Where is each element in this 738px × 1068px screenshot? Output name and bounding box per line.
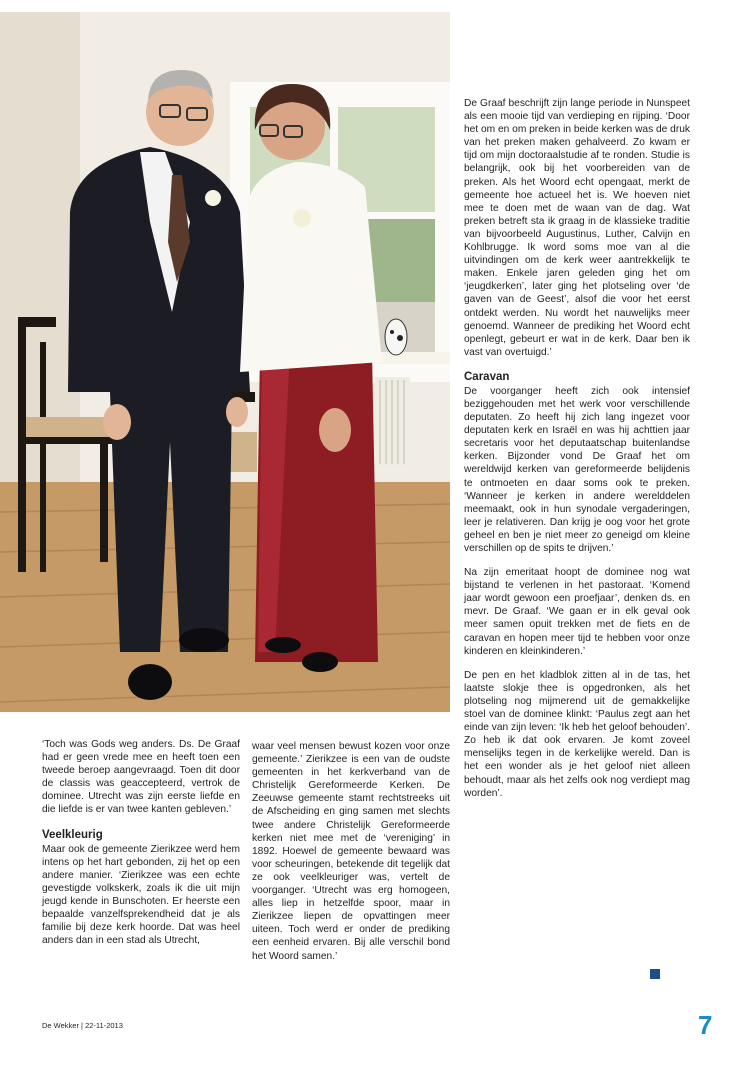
paragraph: Na zijn emeritaat hoopt de dominee nog wat bijstand te verlenen in het pastoraat. ‘Komend jaar wordt gewoon een proefjaar’, denken ds. en mevr. De Graaf. ‘We gaan er in elk geval ook meer samen opuit trekken met de fiets en de caravan en hopen meer tijd te hebben voor onze kinderen en kleinkinderen.’ [464, 567, 690, 657]
subheading-veelkleurig: Veelkleurig [42, 828, 103, 841]
article-end-mark [650, 969, 660, 979]
subheading-caravan: Caravan [464, 370, 510, 383]
article-column-middle [252, 740, 450, 974]
paragraph: Maar ook de gemeente Zierikzee werd hem intens op het hart gebonden, zij het op een andere manier. ‘Zierikzee was een echte gevestigde volkskerk, zoals ik die uit mijn jeugd kende in Bunschoten. Er heerste een bepaalde vanzelfsprekendheid dat je als familie bij deze kerk hoorde. Dat was heel anders dan in een stad als Utrecht, [42, 843, 240, 947]
article-column-right [464, 97, 690, 811]
paragraph: De Graaf beschrijft zijn lange periode in Nunspeet als een mooie tijd van verdieping en rijping. ‘Door het om en om preken in beide kerken was de druk van het preken maken gehalveerd. Zo kwam er tijd om mijn doctoraalstudie af te ronden. Studie is belangrijk, ook bij het voorbereiden van de preken. Als het Woord echt opengaat, merkt de gemeente hoe actueel het is. We hoeven niet mee te doen met de waan van de dag. Wat preken betreft sta ik graag in de klassieke traditie van bijvoorbeeld Augustinus, Luther, Calvijn en Kohlbrugge. Ik word soms moe van al die uitvindingen om de kerk weer aantrekkelijk te maken. Enkele jaren geleden ging het om ‘jeugdkerken’, later ging het plotseling over ‘de gaven van de Geest’, alsof die voor het eerst ontdekt werden. Nu wordt het nauwelijks meer genoemd. Wanneer de prediking het Woord echt openlegt, gebeurt er wat in de kerk. Daar ben ik vast van overtuigd.’ [464, 98, 690, 358]
portrait-photo-illustration [0, 12, 450, 712]
footer-publication: De Wekker | 22-11-2013 [42, 1021, 123, 1030]
paragraph: waar veel mensen bewust kozen voor onze gemeente.’ Zierikzee is een van de oudste gemeenten in het kerkverband van de Christelijk Gereformeerde Kerken. De Zeeuwse gemeente stamt rechtstreeks uit de Afscheiding en ging samen met slechts twee andere Christelijk Gereformeerde kerken niet mee met de ‘vereniging’ in 1892. Hoewel de gemeente bewaard was voor scheuringen, betekende dit tegelijk dat ze ook veelkleuriger was, vertelt de voorganger. ‘Utrecht was erg homogeen, alles liep in hetzelfde spoor, maar in Zierikzee liepen de opvattingen meer uiteen. Toch werd er onder de prediking een eenheid ervaren. Bij alle verschil bond het Woord samen.’ [252, 741, 450, 962]
article-column-left [42, 738, 240, 958]
paragraph: De voorganger heeft zich ook intensief beziggehouden met het werk voor verschillende deputaten. Zo heeft hij zich lang ingezet voor deputaten kerk en Israël en was hij achttien jaar secretaris voor het deputaatschap buitenlandse kerken. Bijzonder vond De Graaf het om wereldwijd kerken van gereformeerde belijdenis te ontmoeten en daar soms ook te preken. ‘Wanneer je kerken in andere werelddelen meemaakt, ook in hun synodale vergaderingen, leer je relativeren. Dan krijg je oog voor het grote geheel en ben je niet meer zo geneigd om kleine verschillen op de spits te drijven.’ [464, 385, 690, 554]
page-number: 7 [698, 1010, 713, 1040]
paragraph: ‘Toch was Gods weg anders. Ds. De Graaf had er geen vrede mee en heeft toen een tweede beroep aangevraagd. Toen dit door de classis was geaccepteerd, vertrok de dominee. Utrecht was zijn eerste liefde en die liefde is er van twee kanten gebleven.’ [42, 739, 240, 816]
portrait-photo [0, 12, 450, 712]
paragraph: De pen en het kladblok zitten al in de tas, het laatste slokje thee is opgedronken, als het plotseling nog mijmerend uit de gemakkelijke stoel van de dominee klinkt: ‘Paulus zegt aan het einde van zijn leven: ‘Ik heb het geloof behouden’. Zo heb ik dat ook ervaren. Je komt zoveel menselijks tegen in de kerkelijke wereld. Dan is het een wonder als je het geloof niet alleen behoudt, maar als het zelfs ook nog verdiept mag worden’. [464, 669, 690, 799]
